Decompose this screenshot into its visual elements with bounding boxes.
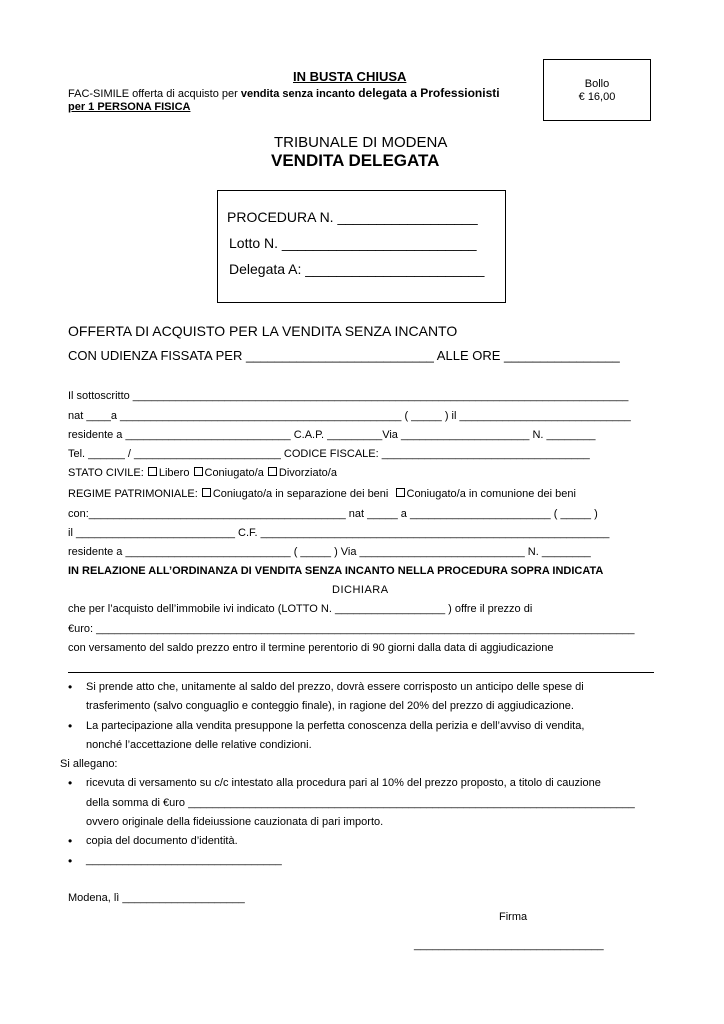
firma-label: Firma — [499, 911, 528, 923]
option-separazione: Coniugato/a in separazione dei beni — [212, 488, 389, 500]
ricevuta-amount-field[interactable]: della somma di €uro _________________________________________________________________________ — [86, 797, 635, 809]
nato-field[interactable]: nat ____a ______________________________________________ ( _____ ) il ____________________________ — [68, 410, 631, 422]
bollo-box — [543, 59, 651, 121]
option-divorziato: Divorziato/a — [278, 467, 337, 479]
firma-line[interactable]: _______________________________ — [414, 939, 604, 951]
stato-civile-row — [68, 467, 337, 479]
header-title: IN BUSTA CHIUSA — [293, 69, 407, 84]
tel-field[interactable]: Tel. ______ / ________________________ CODICE FISCALE: __________________________________ — [68, 448, 590, 460]
bullet-icon: • — [68, 680, 73, 694]
checkbox-coniugato[interactable] — [194, 467, 203, 476]
bullet-icon: • — [68, 854, 73, 868]
fac-simile-b: vendita senza incanto — [240, 88, 359, 100]
fac-simile-c: delegata a Professionisti — [358, 86, 500, 100]
option-comunione: Coniugato/a in comunione dei beni — [406, 488, 576, 500]
copia-documento: copia del documento d’identità. — [86, 835, 238, 847]
sottoscritto-field[interactable]: Il sottoscritto _________________________________________________________________________________ — [68, 390, 629, 402]
fac-simile-a: FAC-SIMILE offerta di acquisto per — [68, 88, 241, 100]
stato-civile-label: STATO CIVILE: — [68, 467, 144, 479]
offerta-title: OFFERTA DI ACQUISTO PER LA VENDITA SENZA INCANTO — [68, 323, 458, 339]
luogo-data-field[interactable]: Modena, lì ____________________ — [68, 892, 245, 904]
altro-allegato-field[interactable]: ________________________________ — [86, 854, 282, 866]
procedure-box — [217, 190, 506, 303]
fac-simile-line — [68, 86, 500, 100]
option-coniugato: Coniugato/a — [204, 467, 264, 479]
lotto-field[interactable]: Lotto N. _________________________ — [229, 235, 477, 251]
checkbox-comunione[interactable] — [396, 488, 405, 497]
si-allegano-label: Si allegano: — [60, 758, 118, 770]
fideiussione-line: ovvero originale della fideiussione cauzionata di pari importo. — [86, 816, 384, 828]
persona-fisica: per 1 PERSONA FISICA — [68, 101, 191, 113]
partecipazione-line1: La partecipazione alla vendita presuppone la perfetta conoscenza della perizia e dell’avviso di vendita, — [86, 720, 585, 732]
bullet-icon: • — [68, 719, 73, 733]
anticipo-line2: trasferimento (salvo conguaglio e conteggio finale), in ragione del 20% del prezzo di aggiudicazione. — [86, 700, 574, 712]
versamento-text: con versamento del saldo prezzo entro il termine perentorio di 90 giorni dalla data di aggiudicazione — [68, 642, 554, 654]
con-field[interactable]: con:__________________________________________ nat _____ a _______________________ ( _____ ) — [68, 508, 598, 520]
bollo-amount: € 16,00 — [578, 91, 616, 103]
ricevuta-line1: ricevuta di versamento su c/c intestato alla procedura pari al 10% del prezzo proposto, a titolo di cauzione — [86, 777, 601, 789]
residente2-field[interactable]: residente a ___________________________ ( _____ ) Via ___________________________ N. ________ — [68, 546, 591, 558]
relazione-text: IN RELAZIONE ALL’ORDINANZA DI VENDITA SENZA INCANTO NELLA PROCEDURA SOPRA INDICATA — [68, 565, 604, 577]
regime-row — [68, 488, 576, 500]
dichiara-heading: DICHIARA — [332, 584, 389, 596]
residente-field[interactable]: residente a ___________________________ C.A.P. _________Via _____________________ N. ________ — [68, 429, 596, 441]
delegata-field[interactable]: Delegata A: _______________________ — [229, 261, 485, 277]
udienza-field[interactable]: CON UDIENZA FISSATA PER __________________________ ALLE ORE ________________ — [68, 348, 620, 363]
divider-line — [68, 672, 654, 673]
checkbox-divorziato[interactable] — [268, 467, 277, 476]
checkbox-separazione[interactable] — [202, 488, 211, 497]
bullet-icon: • — [68, 776, 73, 790]
checkbox-libero[interactable] — [148, 467, 157, 476]
regime-label: REGIME PATRIMONIALE: — [68, 488, 198, 500]
il-field[interactable]: il __________________________ C.F. _________________________________________________________ — [68, 527, 610, 539]
partecipazione-line2: nonché l’accettazione delle relative condizioni. — [86, 739, 312, 751]
bollo-label: Bollo — [584, 78, 610, 90]
tribunale-title: TRIBUNALE DI MODENA — [274, 134, 448, 151]
euro-field[interactable]: €uro: ________________________________________________________________________________________ — [68, 623, 635, 635]
bullet-icon: • — [68, 834, 73, 848]
anticipo-line1: Si prende atto che, unitamente al saldo del prezzo, dovrà essere corrisposto un anticipo delle spese di — [86, 681, 584, 693]
vendita-title: VENDITA DELEGATA — [271, 151, 440, 170]
procedura-field[interactable]: PROCEDURA N. __________________ — [227, 209, 478, 225]
option-libero: Libero — [158, 467, 190, 479]
acquisto-field[interactable]: che per l’acquisto dell’immobile ivi indicato (LOTTO N. __________________ ) offre il prezzo di — [68, 603, 533, 615]
